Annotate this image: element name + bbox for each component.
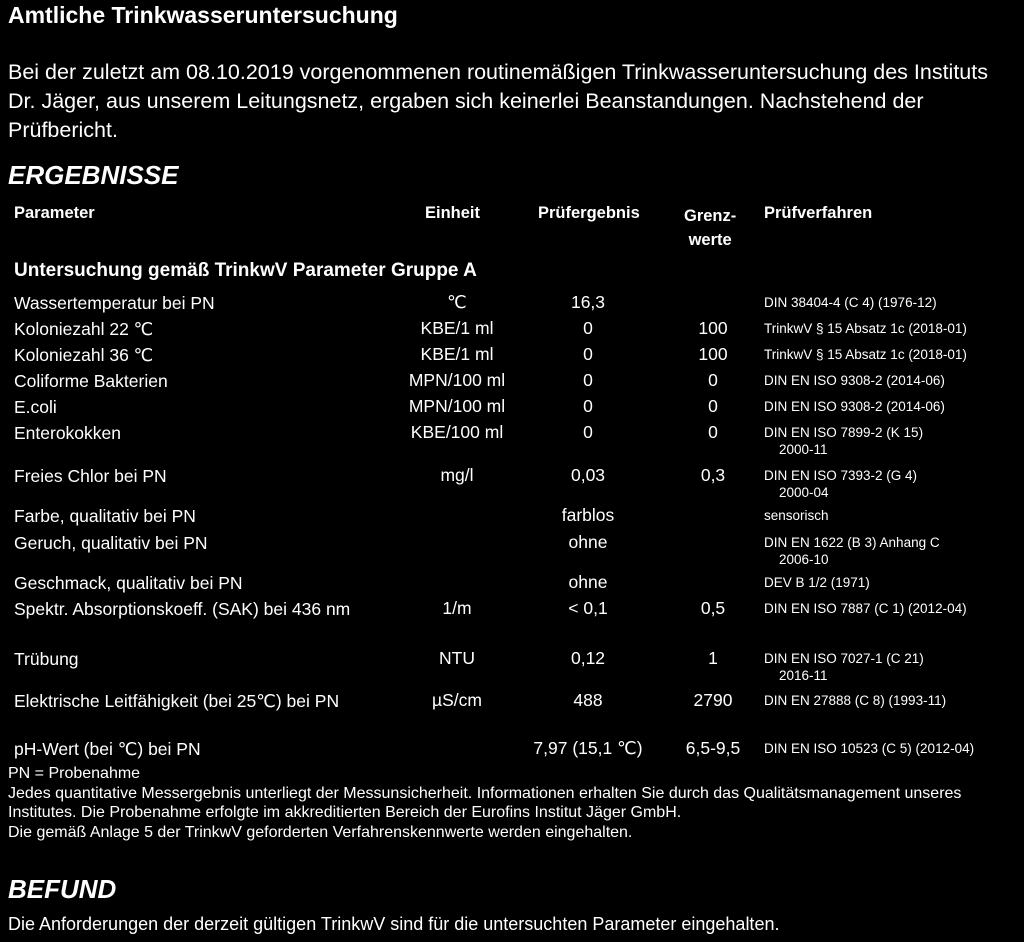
results-heading: ERGEBNISSE [8, 160, 179, 190]
cell-result: 7,97 (15,1 ℃) [533, 738, 643, 758]
cell-unit: KBE/1 ml [420, 344, 494, 364]
column-header-limit: Grenz- werte [684, 207, 737, 249]
column-header-unit: Einheit [425, 204, 481, 222]
cell-method: sensorisch [764, 508, 829, 523]
cell-method: DIN EN ISO 7887 (C 1) (2012-04) [764, 601, 967, 616]
cell-result: 0 [583, 318, 593, 338]
cell-unit: NTU [439, 648, 475, 668]
cell-result: 0,12 [570, 648, 606, 668]
cell-result: ohne [568, 532, 608, 552]
cell-parameter: Koloniezahl 36 ℃ [14, 345, 154, 365]
cell-limit: 2790 [693, 690, 733, 710]
cell-unit: µS/cm [432, 690, 482, 710]
cell-limit: 100 [698, 344, 728, 364]
cell-parameter: E.coli [14, 397, 57, 417]
cell-unit: KBE/100 ml [410, 422, 504, 442]
cell-method: DIN EN ISO 9308-2 (2014-06) [764, 399, 945, 414]
cell-method: DEV B 1/2 (1971) [764, 575, 870, 590]
cell-result: farblos [561, 505, 615, 525]
cell-method: DIN EN ISO 9308-2 (2014-06) [764, 373, 945, 388]
cell-limit: 1 [708, 648, 718, 668]
cell-parameter: Farbe, qualitativ bei PN [14, 506, 196, 526]
findings-heading: BEFUND [8, 874, 117, 904]
cell-unit: KBE/1 ml [420, 318, 494, 338]
cell-limit: 0 [708, 370, 718, 390]
cell-parameter: Trübung [14, 649, 79, 669]
cell-parameter: Enterokokken [14, 423, 122, 443]
cell-unit: ℃ [447, 292, 467, 312]
cell-result: 0 [583, 396, 593, 416]
cell-parameter: Geruch, qualitativ bei PN [14, 533, 208, 553]
cell-parameter: Freies Chlor bei PN [14, 466, 167, 486]
cell-parameter: pH-Wert (bei ℃) bei PN [14, 739, 201, 759]
cell-method: DIN EN ISO 7899-2 (K 15) 2000-11 [764, 425, 924, 457]
cell-method: DIN 38404-4 (C 4) (1976-12) [764, 295, 937, 310]
cell-result: < 0,1 [568, 598, 608, 618]
cell-unit: MPN/100 ml [408, 396, 506, 416]
cell-result: 0,03 [570, 465, 606, 485]
cell-result: 0 [583, 370, 593, 390]
cell-limit: 0,3 [700, 465, 726, 485]
cell-result: 0 [583, 344, 593, 364]
cell-method: TrinkwV § 15 Absatz 1c (2018-01) [764, 347, 967, 362]
footnote-line: PN = Probenahme [8, 765, 141, 782]
cell-parameter: Coliforme Bakterien [14, 371, 168, 391]
footnote-line: Die gemäß Anlage 5 der TrinkwV geforderten Verfahrenskennwerte werden eingehalten. [8, 823, 633, 841]
cell-method: DIN EN 27888 (C 8) (1993-11) [764, 693, 947, 708]
column-header-method: Prüfverfahren [764, 204, 873, 222]
cell-unit: MPN/100 ml [408, 370, 506, 390]
footnotes [8, 764, 1008, 842]
cell-method: DIN EN ISO 10523 (C 5) (2012-04) [764, 741, 975, 756]
column-header-parameter: Parameter [14, 204, 95, 222]
cell-limit: 0,5 [700, 598, 726, 618]
group-title: Untersuchung gemäß TrinkwV Parameter Gruppe A [14, 260, 477, 281]
cell-unit: mg/l [440, 465, 474, 485]
cell-parameter: Koloniezahl 22 ℃ [14, 319, 154, 339]
cell-limit: 6,5-9,5 [685, 738, 741, 758]
cell-parameter: Elektrische Leitfähigkeit (bei 25℃) bei PN [14, 691, 340, 711]
cell-result: ohne [568, 572, 608, 592]
cell-limit: 0 [708, 396, 718, 416]
column-header-result: Prüfergebnis [538, 204, 640, 222]
cell-limit: 0 [708, 422, 718, 442]
cell-method: TrinkwV § 15 Absatz 1c (2018-01) [764, 321, 967, 336]
cell-result: 0 [583, 422, 593, 442]
cell-parameter: Spektr. Absorptionskoeff. (SAK) bei 436 nm [14, 599, 351, 619]
cell-unit: 1/m [442, 598, 472, 618]
intro-paragraph: Bei der zuletzt am 08.10.2019 vorgenommenen routinemäßigen Trinkwasseruntersuchung des Instituts Dr. Jäger, aus unserem Leitungsnetz, ergaben sich keinerlei Beanstandungen. Nachstehend der Prüfbericht. [8, 60, 988, 142]
cell-result: 488 [573, 690, 603, 710]
cell-parameter: Geschmack, qualitativ bei PN [14, 573, 243, 593]
findings-text: Die Anforderungen der derzeit gültigen TrinkwV sind für die untersuchten Parameter eingehalten. [8, 914, 780, 934]
cell-parameter: Wassertemperatur bei PN [14, 293, 215, 313]
cell-method: DIN EN ISO 7393-2 (G 4) 2000-04 [764, 468, 918, 500]
footnote-line: Jedes quantitative Messergebnis unterliegt der Messunsicherheit. Informationen erhalten Sie durch das Qualitätsmanagement unseres Institutes. Die Probenahme erfolgte im akkreditierten Bereich der Eurofins Institut Jäger GmbH. [8, 784, 962, 821]
document-title: Amtliche Trinkwasseruntersuchung [8, 2, 398, 28]
cell-method: DIN EN ISO 7027-1 (C 21) 2016-11 [764, 651, 924, 683]
cell-method: DIN EN 1622 (B 3) Anhang C 2006-10 [764, 535, 940, 567]
cell-result: 16,3 [570, 292, 606, 312]
cell-limit: 100 [698, 318, 728, 338]
